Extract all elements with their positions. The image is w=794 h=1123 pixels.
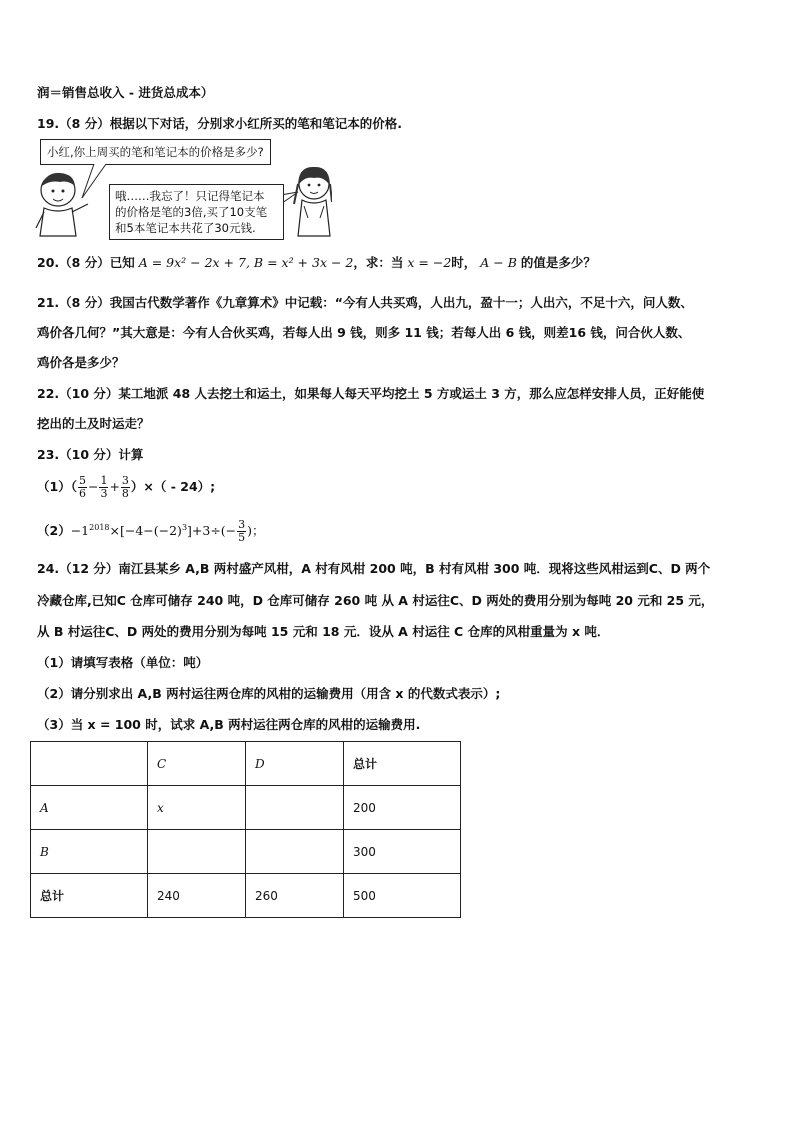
table-header-C: C (148, 742, 246, 786)
part1-label: （1）（ (37, 479, 77, 494)
fraction-1-3: $\frac{1}{3}$ (100, 474, 108, 500)
question-19 (37, 115, 402, 133)
table-cell: 260 (246, 874, 344, 918)
question-21-line3: 鸡价各是多少？ (37, 355, 125, 370)
fraction-5-6: $\frac{5}{6}$ (78, 474, 86, 500)
question-21-text1: 我国古代数学著作《九章算术》中记载：“今有人共买鸡，人出九，盈十一；人出六，不足十六，问人数、 (109, 295, 693, 310)
question-22-line2: 挖出的土及时运走？ (37, 416, 150, 431)
speech-bubble-girl (109, 184, 284, 240)
expression-A-B: A = 9x² − 2x + 7, B = x² + 3x − 2 (138, 255, 354, 270)
question-23-title: 计算 (118, 447, 144, 462)
question-24-sub3: （3）当 x = 100 时，试求 A,B 两村运往两仓库的风柑的运输费用. (37, 717, 421, 732)
table-cell: 200 (344, 786, 461, 830)
part2-mid: ×[−4−(−2) (109, 523, 182, 539)
speech-bubble-girl-line2: 的价格是笔的3倍,买了10支笔 (115, 205, 268, 219)
table-header-row (31, 742, 461, 786)
question-19-label: 19.（8 分） (37, 116, 110, 131)
allocation-table (30, 741, 461, 918)
question-22-text1: 某工地派 48 人去挖土和运土，如果每人每天平均挖土 5 方或运土 3 方，那么应怎样安排人员，正好能使 (118, 386, 705, 401)
speech-bubble-boy: 小红,你上周买的笔和笔记本的价格是多少? (40, 139, 271, 165)
part2-cube: 3 (181, 523, 188, 532)
question-24-line3: 从 B 村运往C、D 两处的费用分别为每吨 15 元和 18 元．设从 A 村运往 C 仓库的风柑重量为 x 吨． (37, 624, 610, 639)
table-cell (246, 830, 344, 874)
table-header-D: D (246, 742, 344, 786)
question-24-label: 24.（12 分） (37, 561, 119, 576)
table-cell (246, 786, 344, 830)
question-20-label: 20.（8 分） (37, 255, 110, 270)
question-23-label: 23.（10 分） (37, 447, 119, 462)
girl-figure (294, 167, 332, 236)
condition-x: x = −2 (407, 255, 452, 270)
continued-text: 润＝销售总收入 - 进货总成本） (37, 85, 214, 100)
question-24-text1: 南江县某乡 A,B 两村盛产风柑，A 村有风柑 200 吨，B 村有风柑 300 吨．现将这些风柑运到C、D 两个 (118, 561, 711, 576)
table-row (31, 830, 461, 874)
table-header-total: 总计 (344, 742, 461, 786)
table-row (31, 874, 461, 918)
boy-figure (36, 173, 88, 236)
question-20-text4: 的值是多少？ (520, 255, 596, 270)
speech-bubble-girl-line1: 哦……我忘了！只记得笔记本 (115, 189, 265, 203)
question-20-text3: 时， (451, 255, 477, 270)
fraction-3-8: $\frac{3}{8}$ (121, 474, 129, 500)
table-cell: 240 (148, 874, 246, 918)
question-19-text: 根据以下对话，分别求小红所买的笔和笔记本的价格. (109, 116, 402, 131)
table-row-label-total: 总计 (31, 874, 148, 918)
dialogue-illustration (32, 136, 332, 246)
question-24-sub1: （1）请填写表格（单位：吨） (37, 655, 209, 670)
part1-tail: ）×（ - 24）; (130, 479, 216, 494)
question-21-line2: 鸡价各几何？”其大意是：今有人合伙买鸡，若每人出 9 钱，则多 11 钱；若每人出 6 钱，则差16 钱，问合伙人数、 (37, 325, 691, 340)
question-20 (37, 254, 596, 272)
question-21-line1 (37, 294, 693, 312)
question-20-text2: ，求：当 (353, 255, 404, 270)
table-row-label-B: B (31, 830, 148, 874)
table-cell: 500 (344, 874, 461, 918)
question-22-line1 (37, 385, 704, 403)
part2-tail: )； (247, 523, 265, 539)
question-23-part2 (37, 514, 265, 545)
part2-label: （2） (37, 523, 71, 539)
question-24-sub2: （2）请分别求出 A,B 两村运往两仓库的风柑的运输费用（用含 x 的代数式表示）; (37, 686, 501, 701)
question-21-label: 21.（8 分） (37, 295, 110, 310)
table-cell (31, 742, 148, 786)
table-row-label-A: A (31, 786, 148, 830)
question-24-line1 (37, 560, 710, 578)
part2-mid2: ]+3÷(− (187, 523, 237, 539)
question-22-label: 22.（10 分） (37, 386, 119, 401)
question-23-part1: （1）（ $\frac{5}{6}$ − $\frac{1}{3}$ + $\frac{3}{8}$ ）×（ - 24）; (37, 474, 216, 500)
speech-bubble-girl-line3: 和5本笔记本共花了30元钱. (115, 221, 256, 235)
table-cell: 300 (344, 830, 461, 874)
table-cell (148, 830, 246, 874)
part2-exponent: 2018 (89, 523, 110, 532)
question-20-text1: 已知 (109, 255, 135, 270)
question-24-line2: 冷藏仓库,已知C 仓库可储存 240 吨，D 仓库可储存 260 吨 从 A 村运往C、D 两处的费用分别为每吨 20 元和 25 元， (37, 593, 714, 608)
table-cell: x (148, 786, 246, 830)
fraction-3-5: $\frac{3}{5}$ (238, 518, 246, 545)
table-row (31, 786, 461, 830)
question-23 (37, 446, 143, 464)
part2-expr: −1 (70, 523, 90, 539)
target-expression: A − B (480, 255, 517, 270)
